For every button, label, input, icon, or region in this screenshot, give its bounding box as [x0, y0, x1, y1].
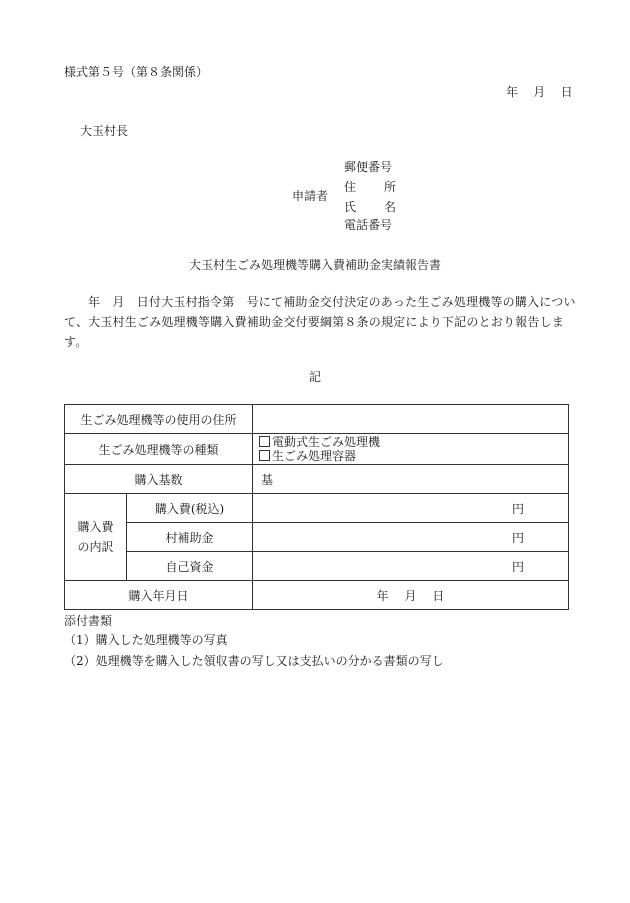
form-number: 様式第５号（第８条関係） — [64, 65, 209, 79]
table-row — [65, 581, 569, 610]
address-char-2: 所 — [384, 180, 397, 194]
type-option-2-label: 生ごみ処理容器 — [272, 449, 357, 463]
cost-value: 円 — [253, 494, 569, 523]
purchase-month: 月 — [404, 588, 417, 603]
applicant-name-label — [344, 201, 396, 213]
purchase-year: 年 — [376, 588, 389, 603]
submission-date — [506, 86, 573, 98]
applicant-address-label — [344, 181, 396, 193]
table-row — [65, 523, 569, 552]
type-label: 生ごみ処理機等の種類 — [65, 434, 253, 465]
self-funds-label: 自己資金 — [127, 552, 253, 581]
applicant-phone-label: 電話番号 — [344, 218, 393, 232]
subsidy-value: 円 — [253, 523, 569, 552]
applicant-postal-code-label: 郵便番号 — [344, 160, 393, 174]
checkbox-icon — [259, 450, 270, 461]
name-char-1: 氏 — [344, 200, 357, 214]
recipient: 大玉村長 — [80, 124, 129, 138]
purchase-day: 日 — [432, 588, 445, 603]
breakdown-label-line-1: 購入費 — [77, 520, 114, 534]
usage-address-value — [253, 405, 569, 434]
units-label: 購入基数 — [65, 465, 253, 494]
purchase-date-label: 購入年月日 — [65, 581, 253, 610]
table-row — [65, 434, 569, 465]
table-row — [65, 494, 569, 523]
units-value: 基 — [253, 465, 569, 494]
date-month: 月 — [533, 85, 546, 99]
date-day: 日 — [560, 85, 573, 99]
checkbox-icon — [259, 436, 270, 447]
applicant-label: 申請者 — [292, 189, 329, 203]
report-table — [64, 404, 569, 610]
self-funds-value: 円 — [253, 552, 569, 581]
type-option-1-label: 電動式生ごみ処理機 — [272, 435, 381, 449]
date-year: 年 — [506, 85, 519, 99]
breakdown-label — [65, 494, 127, 581]
attachment-item-1: （1）購入した処理機等の写真 — [64, 633, 228, 647]
purchase-date-value — [253, 581, 569, 610]
type-options — [253, 434, 569, 465]
address-char-1: 住 — [344, 180, 357, 194]
document-title: 大玉村生ごみ処理機等購入費補助金実績報告書 — [188, 258, 441, 272]
subsidy-label: 村補助金 — [127, 523, 253, 552]
usage-address-label: 生ごみ処理機等の使用の住所 — [65, 405, 253, 434]
ki-heading: 記 — [308, 370, 321, 384]
breakdown-label-line-2: の内訳 — [77, 540, 114, 554]
table-row — [65, 552, 569, 581]
name-char-2: 名 — [384, 200, 397, 214]
table-row — [65, 405, 569, 434]
cost-label: 購入費(税込) — [127, 494, 253, 523]
type-option-electric — [259, 435, 568, 449]
body-text: 年 月 日付大玉村指令第 号にて補助金交付決定のあった生ごみ処理機等の購入について、大玉村生ごみ処理機等購入費補助金交付要綱第８条の規定により下記のとおり報告します。 — [64, 295, 576, 349]
attachment-item-2: （2）処理機等を購入した領収書の写し又は支払いの分かる書類の写し — [64, 654, 444, 668]
table-row — [65, 465, 569, 494]
type-option-container — [259, 449, 568, 463]
attachments-title: 添付書類 — [64, 614, 113, 628]
